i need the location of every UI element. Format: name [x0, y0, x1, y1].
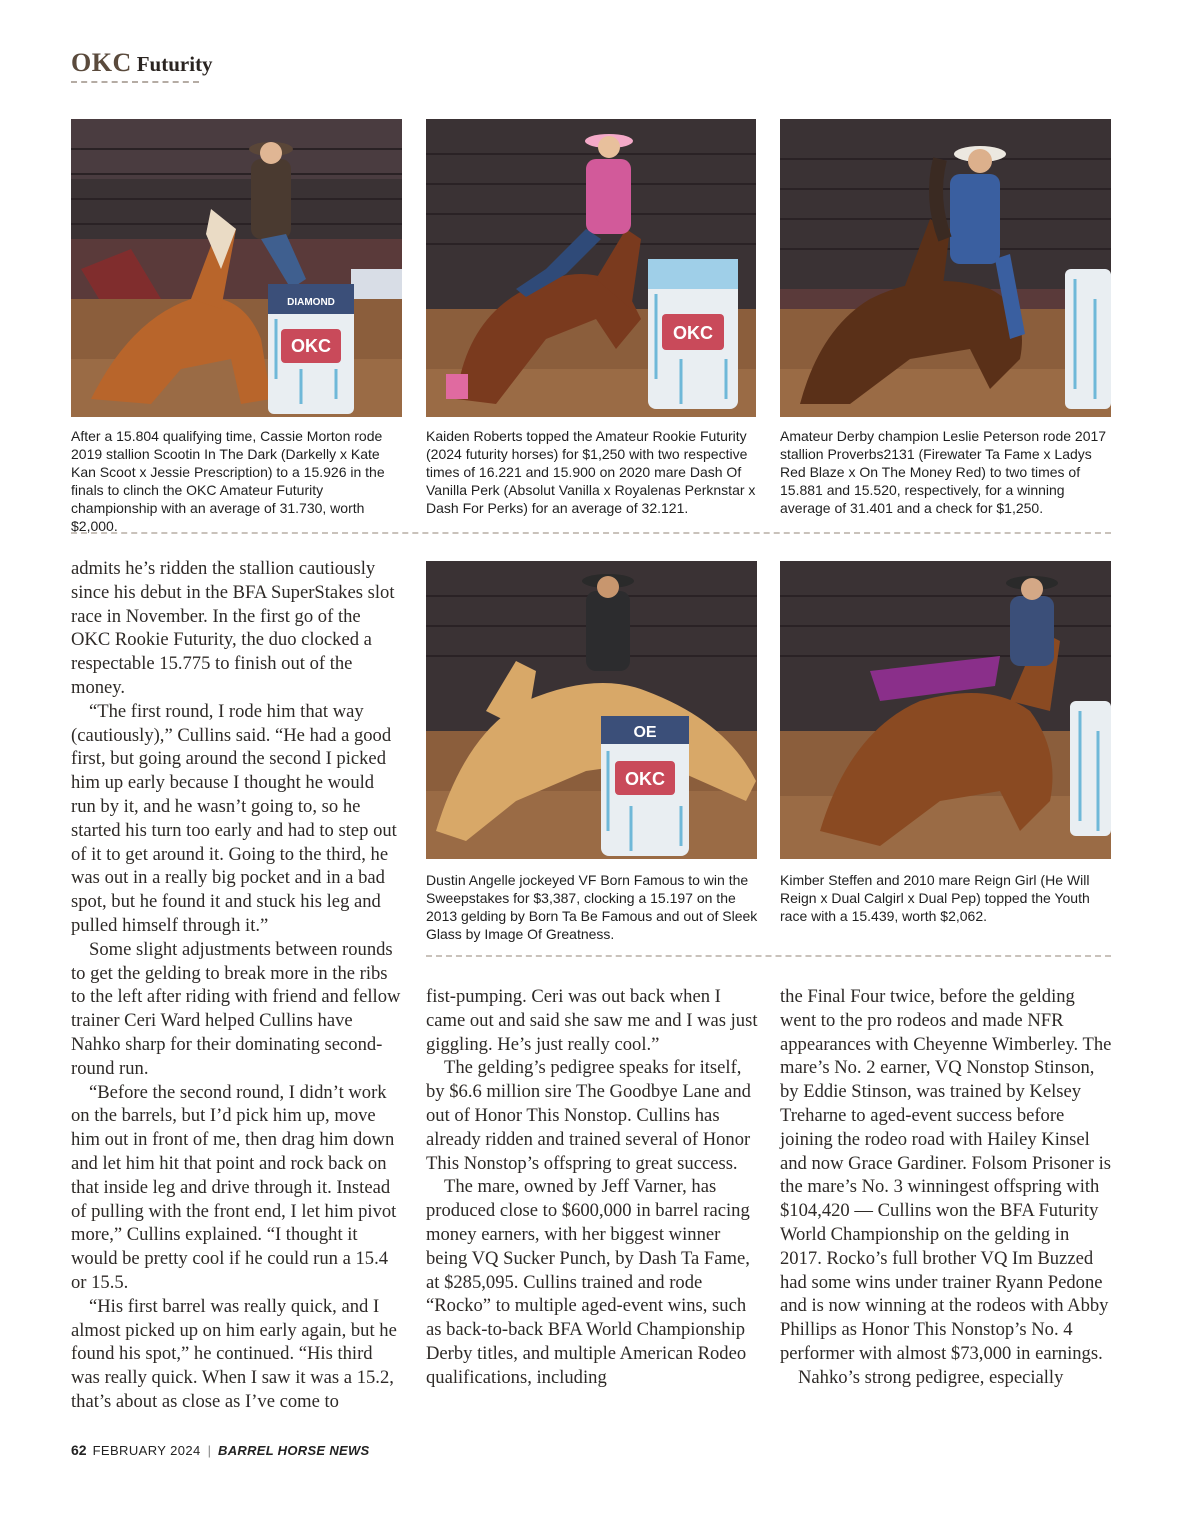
article-paragraph: The mare, owned by Jeff Varner, has produced close to $600,000 in barrel racing money earners, with her biggest winner being VQ Sucker Punch, by Dash Ta Fame, at $285,095. Cullins trained and rode “Rocko” to multiple aged-event wins, such as back-to-back BFA World Championship Derby titles, and multiple American Rodeo qualifications, including — [426, 1176, 750, 1388]
magazine-name: BARREL HORSE NEWS — [218, 1443, 370, 1458]
photo-caption-4: Dustin Angelle jockeyed VF Born Famous to win the Sweepstakes for $3,387, clocking a 15.197 on the 2013 gelding by Born Ta Be Famous and out of Sleek Glass by Image Of Greatness. — [426, 872, 758, 942]
footer-separator: | — [207, 1443, 212, 1458]
article-paragraph: Some slight adjustments between rounds to get the gelding to break more in the ribs to the left after riding with friend and fellow trainer Ceri Ward helped Cullins have Nahko sharp for their dominating second-round run. — [71, 938, 401, 1079]
photo-caption-2: Kaiden Roberts topped the Amateur Rookie Futurity (2024 futurity horses) for $1,250 with two respective times of 16.221 and 15.900 on 2020 mare Dash Of Vanilla Perk (Absolut Vanilla x Royalenas Perknstar x Dash For Perks) for an average of 32.121. — [426, 428, 756, 516]
photo-barrel-racer-3 — [780, 119, 1111, 417]
barrel-logo-oe: OE — [633, 724, 657, 741]
header-underline — [71, 81, 199, 83]
section-label-okc: OKC — [71, 48, 132, 77]
section-divider-lower — [426, 955, 1111, 957]
issue-date: FEBRUARY 2024 — [92, 1443, 201, 1458]
article-column-3 — [780, 985, 1112, 1390]
article-column-1 — [71, 557, 403, 1414]
article-paragraph: “The first round, I rode him that way (cautiously),” Cullins said. “He had a good first, but going around the second I picked him up early because I thought he would run by it, and he wasn’t going to, so he started his turn too early and had to step out of it to get around it. Going to the third, he was out in a really big pocket and in a bad spot, but he found it and stuck his leg and pulled himself through it.” — [71, 700, 397, 936]
page-number: 62 — [71, 1442, 87, 1458]
article-paragraph: Nahko’s strong pedigree, especially — [798, 1366, 1064, 1388]
photo-caption-5: Kimber Steffen and 2010 mare Reign Girl (He Will Reign x Dual Calgirl x Dual Pep) topped the Youth race with a 15.439, worth $2,062. — [780, 872, 1090, 924]
article-paragraph: The gelding’s pedigree speaks for itself, by $6.6 million sire The Goodbye Lane and out of Honor This Nonstop. Cullins has already ridden and trained several of Honor This Nonstop’s offspring to great success. — [426, 1057, 751, 1174]
article-paragraph: admits he’s ridden the stallion cautiously since his debut in the BFA SuperStakes slot race in November. In the first go of the OKC Rookie Futurity, the duo clocked a respectable 15.775 to finish out of the money. — [71, 558, 395, 698]
photo-barrel-racer-5 — [780, 561, 1111, 859]
article-paragraph: “Before the second round, I didn’t work on the barrels, but I’d pick him up, move him out in front of me, then drag him down and let him hit that point and rock back on that inside leg and drive through it. Instead of pulling with the front end, I let him pivot more,” Cullins explained. “I thought it would be pretty cool if he could run a 15.4 or 15.5. — [71, 1081, 397, 1293]
article-column-2 — [426, 985, 758, 1390]
photo-barrel-racer-1 — [71, 119, 402, 417]
barrel-sponsor-text: DIAMOND — [287, 297, 335, 308]
page-footer — [71, 1442, 370, 1458]
article-paragraph: the Final Four twice, before the gelding went to the pro rodeos and made NFR appearances with Cheyenne Wimberley. The mare’s No. 2 earner, VQ Nonstop Stinson, by Eddie Stinson, was trained by Kelsey Treharne to aged-event success before joining the rodeo road with Hailey Kinsel and now Grace Gardiner. Folsom Prisoner is the mare’s No. 3 winningest offspring with $104,420 — Cullins won the BFA Futurity World Championship on the gelding in 2017. Rocko’s full brother VQ Im Buzzed had some wins under trainer Ryann Pedone and is now winning at the rodeos with Abby Phillips as Honor This Nonstop’s No. 4 performer with almost $73,000 in earnings. — [780, 986, 1112, 1364]
photo-caption-1: After a 15.804 qualifying time, Cassie Morton rode 2019 stallion Scootin In The Dark (Darkelly x Kate Kan Scoot x Jessie Prescription) to a 15.926 in the finals to clinch the OKC Amateur Futurity championship with an average of 31.730, worth $2,000. — [71, 428, 385, 534]
photo-caption-3: Amateur Derby champion Leslie Peterson rode 2017 stallion Proverbs2131 (Firewater Ta Fame x Ladys Red Blaze x On The Money Red) to two times of 15.881 and 15.520, respectively, for a winning average of 31.401 and a check for $1,250. — [780, 428, 1107, 516]
barrel-logo-okc: OKC — [673, 323, 713, 343]
section-header — [71, 48, 213, 83]
section-label-futurity: Futurity — [136, 52, 213, 76]
barrel-logo-okc: OKC — [291, 336, 331, 356]
barrel-logo-okc: OKC — [625, 769, 665, 789]
photo-barrel-racer-2 — [426, 119, 756, 417]
article-paragraph: fist-pumping. Ceri was out back when I came out and said she saw me and I was just giggling. He’s just really cool.” — [426, 986, 758, 1055]
section-divider — [71, 532, 1111, 534]
photo-barrel-racer-4 — [426, 561, 757, 859]
article-paragraph: “His first barrel was really quick, and I almost picked up on him early again, but he found his spot,” he continued. “His third was really quick. When I saw it was a 15.2, that’s about as close as I’ve come to — [71, 1295, 397, 1412]
